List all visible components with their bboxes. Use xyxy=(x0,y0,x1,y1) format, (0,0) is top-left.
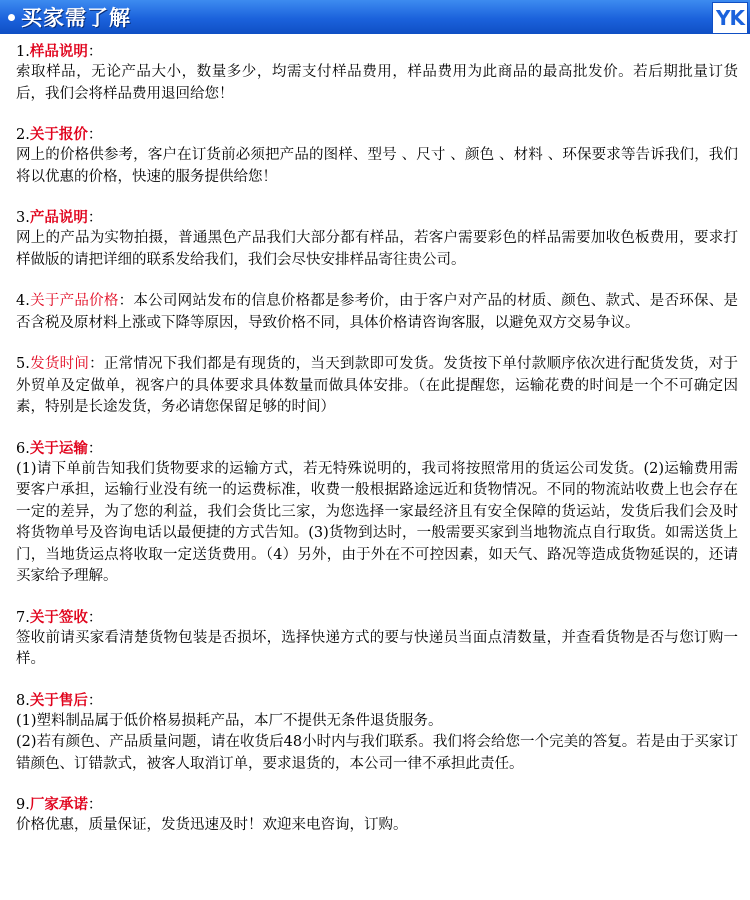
section-paragraph: 本公司网站发布的信息价格都是参考价，由于客户对产品的材质、颜色、款式、是否环保、是否含税及原材料上涨或下降等原因，导致价格不同，具体价格请咨询客服，以避免双方交易争议。 xyxy=(16,293,739,331)
section-heading-inline xyxy=(16,291,738,334)
section-label: 关于签收 xyxy=(29,608,88,626)
section-colon: ： xyxy=(118,293,134,309)
section-colon: ： xyxy=(89,356,104,372)
section-number: 6. xyxy=(16,440,30,457)
section-number: 5. xyxy=(16,356,30,372)
section-heading xyxy=(16,795,738,815)
section-heading xyxy=(16,42,738,62)
section-paragraph: 价格优惠，质量保证，发货迅速及时！欢迎来电咨询，订购。 xyxy=(16,817,408,833)
section-paragraph: 签收前请买家看清楚货物包装是否损坏，选择快递方式的要与快递员当面点清数量，并查看货物是否与您订购一样。 xyxy=(16,629,738,667)
section-paragraph: 索取样品，无论产品大小，数量多少，均需支付样品费用，样品费用为此商品的最高批发价。若后期批量订货后，我们会将样品费用退回给您！ xyxy=(16,64,738,102)
section-label: 厂家承诺 xyxy=(29,796,88,813)
section-price xyxy=(16,291,738,334)
section-product xyxy=(16,208,738,271)
notice-content xyxy=(0,34,750,837)
section-receipt xyxy=(16,608,738,671)
section-label: 关于报价 xyxy=(29,126,88,143)
yk-logo: YK xyxy=(712,2,748,34)
section-number: 4. xyxy=(16,293,30,309)
section-label: 关于产品价格 xyxy=(29,293,119,309)
section-paragraph: 网上的价格供参考，客户在订货前必须把产品的图样、型号 、尺寸 、颜色 、材料 、环保要求等告诉我们，我们将以优惠的价格，快速的服务提供给您！ xyxy=(16,147,738,185)
section-colon: ： xyxy=(87,440,103,457)
section-number: 8. xyxy=(16,692,30,709)
section-promise xyxy=(16,795,738,837)
section-paragraph: 网上的产品为实物拍摄，普通黑色产品我们大部分都有样品，若客户需要彩色的样品需要加收色板费用，要求打样做版的请把详细的联系发给我们，我们会尽快安排样品寄往贵公司。 xyxy=(16,230,738,268)
section-number: 7. xyxy=(16,609,30,626)
section-quote xyxy=(16,125,738,188)
section-colon: ： xyxy=(87,692,103,709)
bullet-dot-icon xyxy=(8,14,15,21)
section-paragraph: 正常情况下我们都是有现货的，当天到款即可发货。发货按下单付款顺序依次进行配货发货，对于外贸单及定做单，视客户的具体要求具体数量而做具体安排。（在此提醒您，运输花费的时间是一个不可确定因素，特别是长途发货，务必请您保留足够的时间） xyxy=(16,356,739,415)
section-after-sales xyxy=(16,691,738,776)
section-label: 关于售后 xyxy=(29,691,88,709)
section-transport xyxy=(16,439,738,588)
page-title: 买家需了解 xyxy=(21,6,131,30)
section-colon: ： xyxy=(87,44,103,60)
section-number: 2. xyxy=(16,127,30,143)
section-shipping-time xyxy=(16,354,738,419)
section-heading xyxy=(16,439,738,459)
header-banner xyxy=(0,0,750,34)
section-heading-inline xyxy=(16,354,738,419)
section-number: 3. xyxy=(16,210,30,226)
section-colon: ： xyxy=(87,210,103,226)
section-colon: ： xyxy=(87,797,103,813)
section-heading xyxy=(16,608,738,628)
section-heading xyxy=(16,208,738,228)
section-label: 关于运输 xyxy=(29,439,88,457)
section-paragraph: (1)请下单前告知我们货物要求的运输方式，若无特殊说明的，我司将按照常用的货运公司发货。(2)运输费用需要客户承担，运输行业没有统一的运费标准，收费一般根据路途远近和货物情况。不同的物流站收费上也会存在一定的差异，为了您的利益，我们会货比三家，为您选择一家最经济且有安全保障的货运站，发货后我们会及时将货物单号及咨询电话以最便捷的方式告知。(3)货物到达时，一般需要买家到当地物流点自行取货。如需送货上门，当地货运点将收取一定送货费用。（4）另外，由于外在不可控因素，如天气、路况等造成货物延误的，还请买家给予理解。 xyxy=(16,460,738,584)
section-colon: ： xyxy=(87,609,103,626)
section-number: 1. xyxy=(16,44,30,60)
section-heading xyxy=(16,691,738,711)
section-paragraph: (2)若有颜色、产品质量问题，请在收货后48小时内与我们联系。我们将会给您一个完美的答复。若是由于买家订错颜色、订错款式，被客人取消订单，要求退货的，本公司一律不承担此责任。 xyxy=(16,734,738,772)
section-heading xyxy=(16,125,738,145)
section-sample xyxy=(16,42,738,105)
section-colon: ： xyxy=(87,127,103,143)
section-label: 样品说明 xyxy=(29,43,88,60)
section-label: 产品说明 xyxy=(29,209,88,226)
section-label: 发货时间 xyxy=(29,356,90,372)
section-paragraph: (1)塑料制品属于低价格易损耗产品，本厂不提供无条件退货服务。 xyxy=(16,712,443,729)
section-number: 9. xyxy=(16,797,30,813)
